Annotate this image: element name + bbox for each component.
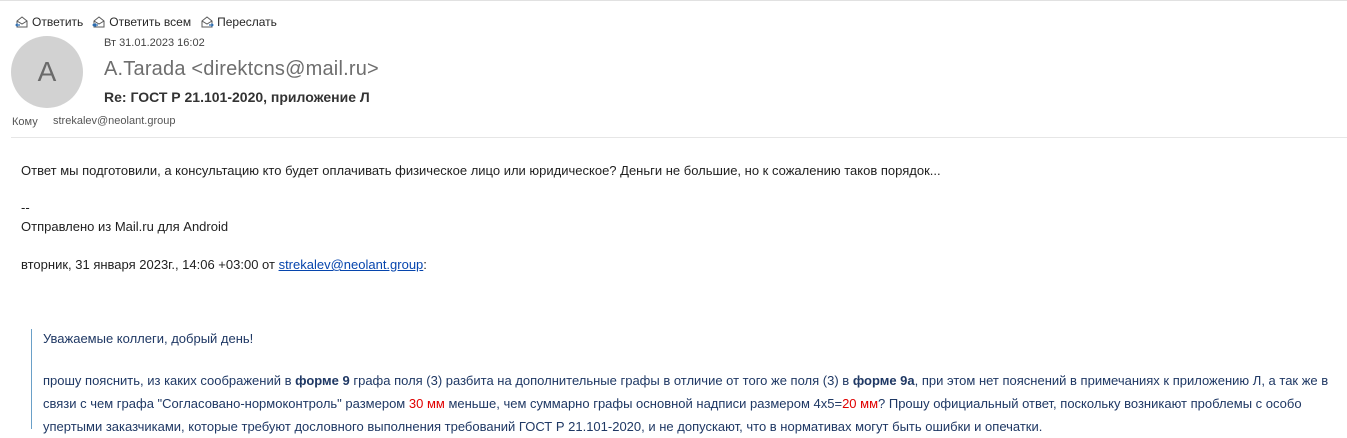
quote-intro-prefix: вторник, 31 января 2023г., 14:06 +03:00 от — [21, 257, 279, 272]
reply-icon — [14, 14, 30, 30]
quote-greeting: Уважаемые коллеги, добрый день! — [43, 331, 254, 346]
quote-paragraph — [43, 369, 1343, 438]
message-toolbar — [14, 13, 285, 31]
quote-text-4: меньше, чем суммарно графы основной надписи размером 4х5= — [444, 396, 843, 411]
form-9a: форме 9а — [852, 373, 915, 388]
quoted-message — [31, 329, 1344, 434]
reply-text: Ответ мы подготовили, а консультацию кто будет оплачивать физическое лицо или юридическое? Деньги не большие, но к сожалению таков порядок... — [21, 163, 941, 178]
form-9: форме 9 — [295, 373, 350, 388]
top-border — [0, 0, 1347, 1]
forward-icon — [199, 14, 215, 30]
avatar: A — [11, 36, 83, 108]
quote-intro-email-link[interactable]: strekalev@neolant.group — [278, 257, 424, 272]
forward-label: Переслать — [217, 15, 277, 29]
size-30mm: 30 мм — [408, 396, 445, 411]
quote-text-5: ? Прошу официальный ответ, поскольку возникают проблемы с особо упертыми заказчиками, которые требуют дословного выполнения требований ГОСТ Р 21.101-2020, и не допускают, что в нормативах могут быть ошибки и опечатки. — [43, 396, 1302, 434]
header-divider — [11, 137, 1347, 138]
subject: Re: ГОСТ Р 21.101-2020, приложение Л — [104, 89, 370, 105]
quote-text-2: графа поля (3) разбита на дополнительные графы в отличие от того же поля (3) в — [349, 373, 853, 388]
reply-all-button[interactable] — [91, 14, 191, 30]
forward-button[interactable] — [199, 14, 277, 30]
to-label: Кому — [12, 116, 38, 128]
signature-text: Отправлено из Mail.ru для Android — [21, 219, 229, 234]
quote-intro — [21, 257, 427, 272]
sender[interactable]: A.Tarada <direktcns@mail.ru> — [104, 58, 379, 80]
recipient[interactable]: strekalev@neolant.group — [53, 115, 176, 127]
quote-text-3: , при этом нет пояснений в примечаниях к приложению Л, а так же в связи с чем графа "Согласовано-нормоконтроль" размером — [43, 373, 1329, 411]
quote-intro-suffix: : — [423, 257, 427, 272]
reply-all-label: Ответить всем — [109, 15, 192, 29]
reply-all-icon — [91, 14, 107, 30]
message-date: Вт 31.01.2023 16:02 — [104, 37, 205, 49]
reply-label: Ответить — [32, 15, 84, 29]
reply-button[interactable] — [14, 14, 83, 30]
size-20mm: 20 мм — [842, 396, 879, 411]
signature-dash: -- — [21, 200, 30, 215]
quote-text-1: прошу пояснить, из каких соображений в — [43, 373, 296, 388]
